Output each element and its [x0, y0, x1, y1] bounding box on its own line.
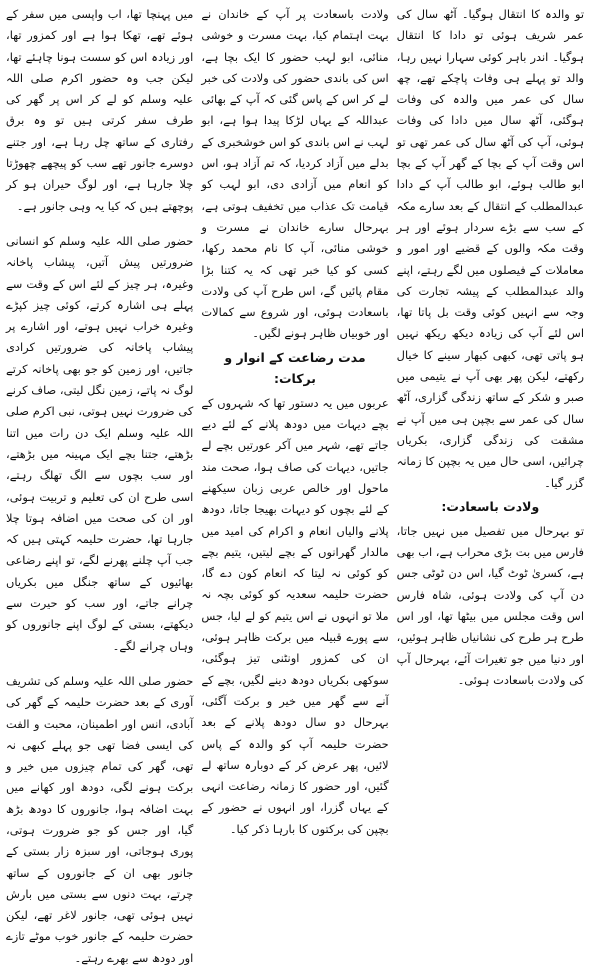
- paragraph: عربوں میں یہ دستور تھا کہ شہروں کے بچے دیہات میں دودھ پلانے کے لئے دیے جاتے تھے، شہر میں آکر عورتیں بچے لے جاتیں، دیہات کی صاف ہوا، صحت مند ماحول اور خالص عربی زبان سیکھنے کے لئے بچوں کو دیہات بھیجا جاتا، دودھ پلانے والیاں انعام و اکرام کی امید میں مالدار گھرانوں کے بچے لیتیں، یتیم بچے کو کوئی نہ لیتا کہ انعام کون دے گا، حضرت حلیمہ سعدیہ کو کوئی بچہ نہ ملا تو انہوں نے اس یتیم کو لے لیا، جس سے پورے قبیلہ میں برکت ظاہر ہوئی، ان کی کمزور اونٹنی تیز ہوگئی، سوکھی بکریاں دودھ دینے لگیں، بچے کے آنے سے گھر میں خیر و برکت آگئی، بہرحال دو سال دودھ پلانے کے بعد حضرت حلیمہ آپ کو والدہ کے پاس لائیں، پھر عرض کر کے دوبارہ ساتھ لے گئیں، اور حضور کا زمانہ رضاعت انہی کے یہاں گزرا، اور انہوں نے حضور کے بچپن کی برکتوں کا بارہا ذکر کیا۔: [201, 395, 389, 836]
- paragraph: حضور صلی اللہ علیہ وسلم کو انسانی ضرورتیں پیش آتیں، پیشاب پاخانہ وغیرہ، ہر چیز کے لئے اس کے وقت سے پہلے ہی اشارہ کرتے، کوئی چیز کپڑے وغیرہ خراب نہیں ہوتے، اور اشارے پر پیشاب پاخانہ کی ضرورتیں کرادی جاتیں، اور زمین کو جو بھی پاخانہ کرتے لوگ نہ پاتے، زمین نگل لیتی، صاف کرنے کی ضرورت نہیں ہوتی، نبی اکرم صلی اللہ علیہ وسلم ایک دن رات میں اتنا بڑھتے، جتنا بچے ایک مہینہ میں بڑھتے، اور سب بچوں سے الگ تھلگ رہتے، اسی طرح ان کی تعلیم و تربیت ہوئی، اور ان کی صحت میں اضافہ ہوتا چلا جارہا تھا، حضرت حلیمہ کہتی ہیں کہ جب آپ چلنے پھرنے لگے، تو اپنے رضاعی بھائیوں کے ساتھ جنگل میں بکریاں چرانے جاتے، اور سب کو حیرت سے دیکھتے، بستی کے لوگ اپنے جانوروں کو وہاں چرانے لگے۔: [6, 233, 194, 653]
- paragraph: میں پہنچا تھا، اب واپسی میں سفر کے ہوئے تھے، تھکا ہوا ہے اور کمزور تھا، اور زیادہ اس کو سست ہونا چاہئے تھا، لیکن جب وہ حضور اکرم صلی اللہ علیہ وسلم کو لے کر اس پر گھر کی طرف سفر کرتی ہیں تو وہ برق رفتاری کے ساتھ چل رہا ہے، اور جتنے دوسرے جانور تھے سب کو پیچھے چھوڑتا چلا جارہا ہے، اور لوگ حیران ہو کر پوچھتے ہیں کہ کیا یہ وہی جانور ہے۔: [6, 7, 194, 213]
- paragraph: تو والدہ کا انتقال ہوگیا۔ آٹھ سال کی عمر شریف ہوئی تو دادا کا انتقال ہوگیا۔ اندر باہر کوئی سہارا نہیں رہا، والد تو پہلے ہی وفات پاچکے تھے، چھ سال کی عمر میں والدہ کی وفات ہوگئی، آٹھ سال میں دادا کی وفات ہوئی، آپ کی آٹھ سال کی عمر تھی تو اس وقت آپ کے بچا کے گھر آپ کے بچا ابو طالب ہوئے، ابو طالب آپ کے دادا عبدالمطلب کے انتقال کے بعد سارے مکہ کے سب سے بڑے سردار ہوئے اور ہر وقت مکہ والوں کے قضیے اور امور و معاملات کے فیصلوں میں لگے رہتے، اپنے والد عبدالمطلب کے پیشہ تجارت کی وجہ سے انہیں کوئی وقت بل پاتا تھا، اس لئے آپ کی زیادہ دیکھ ریکھ نہیں ہو پاتی تھی، کبھی کبھار سینے کا خیال رکھتے، لیکن پھر بھی آپ نے یتیمی میں صبر و شکر کے ساتھ زندگی گزاری، آٹھ سال کی عمر سے بچپن ہی میں آپ نے مشقت کی زندگی گزاری، بکریاں چرائیں، اسی حال میں یہ بچپن کا زمانہ گزر گیا۔: [396, 7, 584, 490]
- paragraph: ولادت باسعادت پر آپ کے خاندان نے بہت اہتمام کیا، بہت مسرت و خوشی منائی، ابو لہب حضور کا ایک بچا ہے، اس کی باندی حضور کی ولادت کی خبر لے کر اس کے پاس گئی کہ آپ کے بھائی عبداللہ کے یہاں لڑکا پیدا ہوا ہے، ابو لہب نے اس باندی کو اس خوشخبری کے بدلے میں آزاد کردیا، کہ تم آزاد ہو، اس کو انعام میں آزادی دی، ابو لہب کو قیامت تک عذاب میں تخفیف ہوتی ہے، بہرحال سارے خاندان نے مسرت و خوشی منائی، آپ کا نام محمد رکھا، کسی کو کیا خبر تھی کہ یہ کتنا بڑا مقام پائیں گے، اس طرح آپ کی ولادت باسعادت ہوئی، اور شروع سے کمالات اور خوبیاں ظاہر ہونے لگیں۔: [201, 7, 389, 341]
- paragraph: حضور صلی اللہ علیہ وسلم کی تشریف آوری کے بعد حضرت حلیمہ کے گھر کی آبادی، انس اور اطمینان، محبت و الفت کی ایسی فضا تھی جو پہلے کبھی نہ تھی، گھر کی تمام چیزوں میں خیر و برکت ہونے لگی، دودھ اور کھانے میں بہت اضافہ ہوا، جانوروں کا دودھ بڑھ گیا، اور جس کو جو ضرورت ہوتی، پوری ہوجاتی، اور سبزہ زار بستی کے جانور بھی ان کے جانوروں کے ساتھ چرتے، بہت دنوں سے بستی میں بارش نہیں ہوئی تھی، جانور لاغر تھے، لیکن حضرت حلیمہ کے جانور خوب موٹے تازے اور دودھ سے بھرے رہتے۔: [6, 673, 194, 965]
- paragraph: تو بہرحال میں تفصیل میں نہیں جاتا، فارس میں بت بڑی محراب ہے، اب بھی ہے، کسریٰ ٹوٹ گیا، اس دن ٹوٹی جس دن آپ کی ولادت ہوئی، شاہ فارس اس وقت مجلس میں بیٹھا تھا، اور اس طرح ہر طرح کی نشانیاں ظاہر ہوئیں، اور دنیا میں جو تغیرات آئے، بہرحال آپ کی ولادت باسعادت ہوئی۔: [396, 523, 584, 687]
- middle-column: [201, 4, 389, 836]
- right-column: [397, 4, 584, 777]
- section-heading: ولادت باسعادت:: [441, 498, 540, 514]
- left-column: [6, 4, 194, 965]
- section-heading: مدت رضاعت کے انوار و برکات:: [224, 349, 366, 386]
